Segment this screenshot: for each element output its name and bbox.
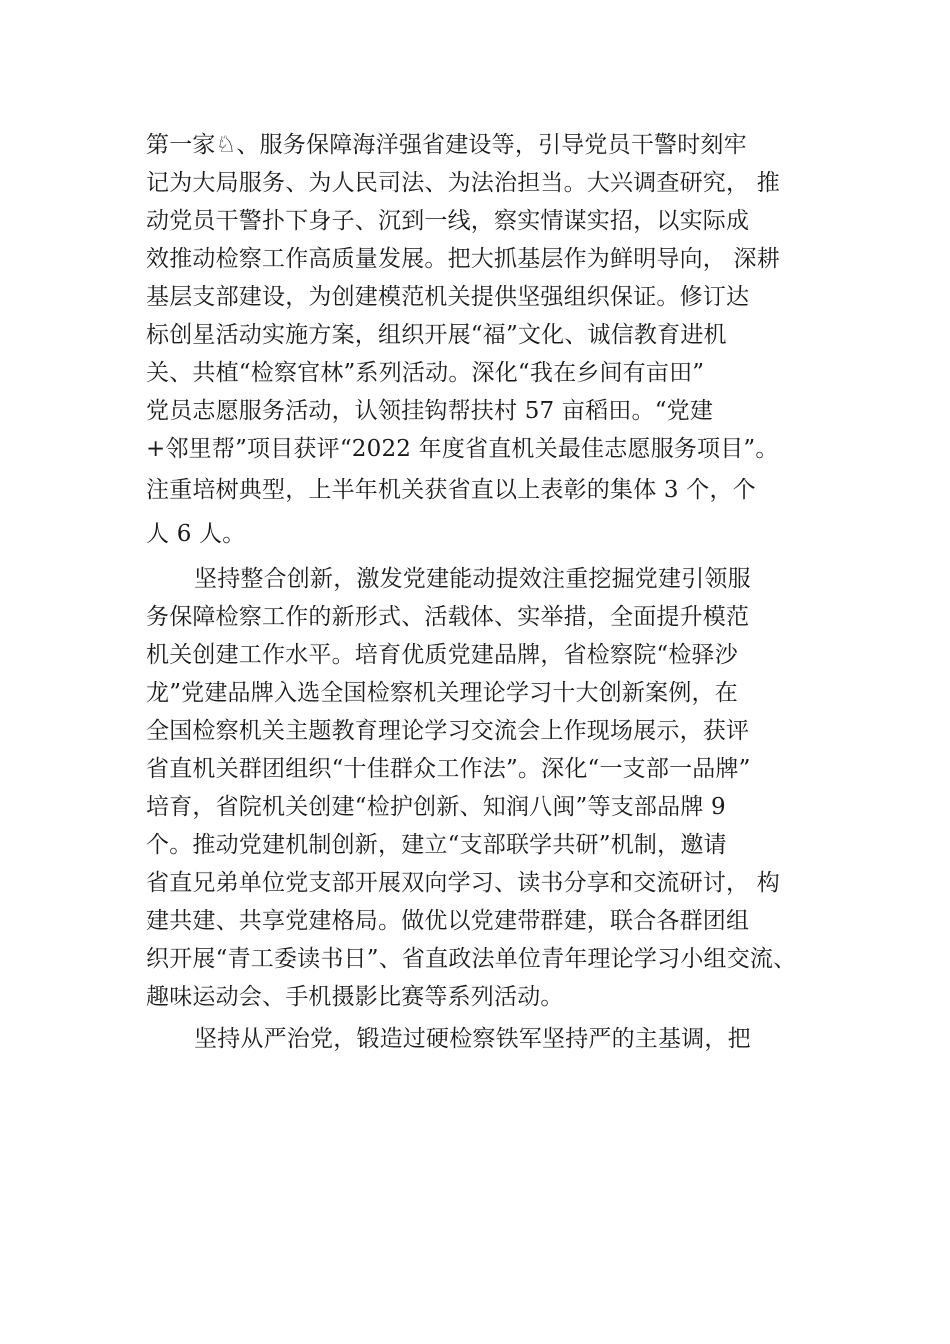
text-line: 坚持从严治党，锻造过硬检察铁军坚持严的主基调，把: [194, 1026, 751, 1052]
text-line: 记为大局服务、为人民司法、为法治担当。大兴调查研究， 推: [146, 170, 780, 196]
paragraph-2: [146, 560, 866, 1016]
text-line: 龙”党建品牌入选全国检察机关理论学习十大创新案例，在: [146, 680, 738, 706]
text-line: 个。推动党建机制创新，建立“支部联学共研”机制，邀请: [146, 832, 727, 858]
text-line: 人 6 人。: [146, 521, 246, 547]
text-line: 建共建、共享党建格局。做优以党建带群建，联合各群团组: [146, 908, 750, 934]
text-line: 标创星活动实施方案，组织开展“福”文化、诚信教育进机: [146, 322, 727, 348]
text-line: 关、共植“检察官林”系列活动。深化“我在乡间有亩田”: [146, 360, 705, 386]
text-line: 第一家♘、服务保障海洋强省建设等，引导党员干警时刻牢: [146, 132, 747, 158]
body-text: [146, 126, 866, 1058]
text-line: 省直兄弟单位党支部开展双向学习、读书分享和交流研讨， 构: [146, 870, 780, 896]
text-line: 全国检察机关主题教育理论学习交流会上作现场展示，获评: [146, 718, 750, 744]
text-line: 党员志愿服务活动，认领挂钩帮扶村 57 亩稻田。“党建: [146, 398, 714, 424]
paragraph-1: [146, 126, 866, 556]
text-line: 动党员干警扑下身子、沉到一线，察实情谋实招，以实际成: [146, 208, 750, 234]
text-line: 注重培树典型，上半年机关获省直以上表彰的集体 3 个，个: [146, 477, 756, 503]
text-line: 基层支部建设，为创建模范机关提供坚强组织保证。修订达: [146, 284, 750, 310]
text-line: +邻里帮”项目获评“2022 年度省直机关最佳志愿服务项目”。: [146, 436, 779, 462]
text-line: 务保障检察工作的新形式、活载体、实举措，全面提升模范: [146, 604, 750, 630]
text-line: 效推动检察工作高质量发展。把大抓基层作为鲜明导向， 深耕: [146, 246, 780, 272]
text-line: 机关创建工作水平。培育优质党建品牌，省检察院“检驿沙: [146, 642, 738, 668]
text-line: 趣味运动会、手机摄影比赛等系列活动。: [146, 984, 564, 1010]
text-line: 织开展“青工委读书日”、省直政法单位青年理论学习小组交流、: [146, 946, 797, 972]
paragraph-3: [146, 1020, 866, 1058]
text-line: 培育，省院机关创建“检护创新、知润八闽”等支部品牌 9: [146, 794, 726, 820]
text-line: 省直机关群团组织“十佳群众工作法”。深化“一支部一品牌”: [146, 756, 751, 782]
text-line: 坚持整合创新，激发党建能动提效注重挖掘党建引领服: [194, 566, 751, 592]
